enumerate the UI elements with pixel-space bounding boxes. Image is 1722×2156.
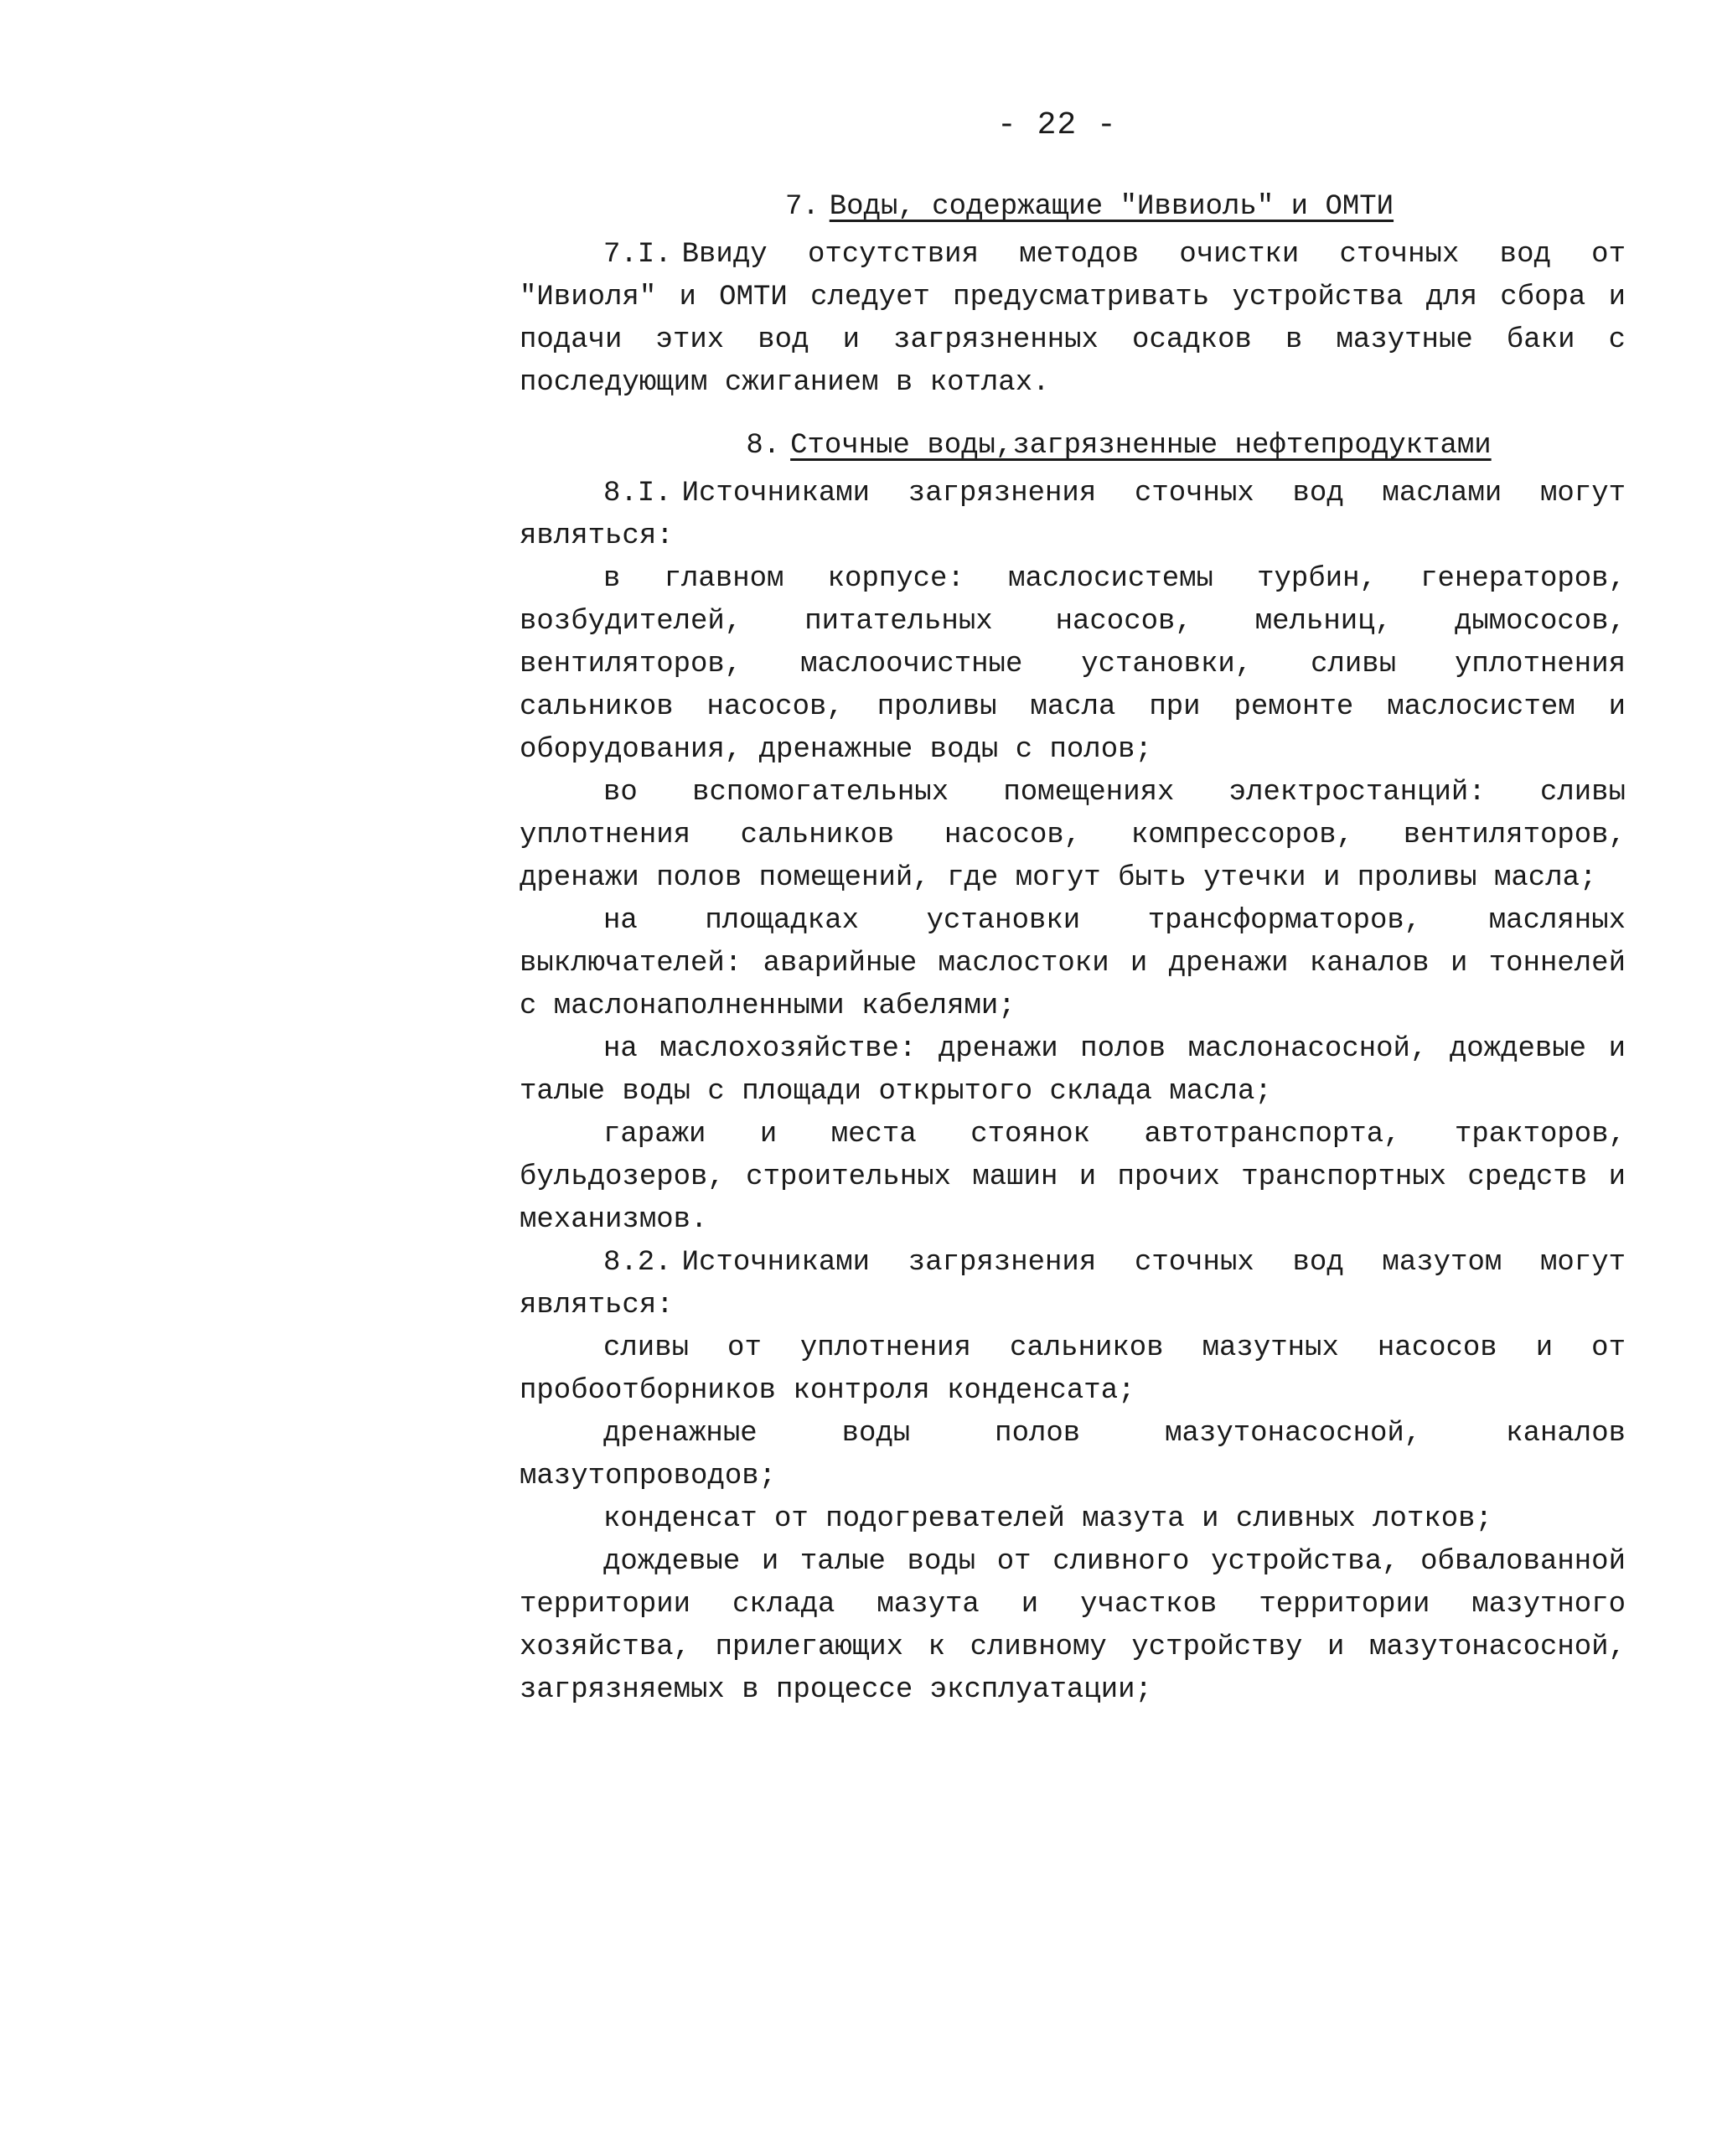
paragraph-8-1 — [520, 473, 1626, 558]
paragraph-8-2 — [520, 1242, 1626, 1327]
paragraph-7-1 — [520, 234, 1626, 405]
paragraph-8-2-text: Источниками загрязнения сточных вод мазутом могут являться: — [520, 1247, 1626, 1321]
paragraph-7-1-number: 7.I. — [603, 239, 672, 271]
paragraph-8-2-number: 8.2. — [603, 1247, 672, 1279]
paragraph-8-2-item: сливы от уплотнения сальников мазутных насосов и от пробоотборников контроля конденсата; — [520, 1332, 1626, 1407]
paragraph-8-2-item: дождевые и талые воды от сливного устройства, обвалованной территории склада мазута и участков территории мазутного хозяйства, прилегающих к сливному устройству и мазутонасосной, загрязняемых в процессе эксплуатации; — [520, 1546, 1626, 1706]
paragraph-8-2-item: дренажные воды полов мазутонасосной, каналов мазутопроводов; — [520, 1418, 1626, 1492]
section-7-heading — [520, 186, 1626, 229]
paragraph-8-1-item: на маслохозяйстве: дренажи полов маслонасосной, дождевые и талые воды с площади открытого склада масла; — [520, 1033, 1626, 1108]
section-7-number: 7. — [784, 191, 820, 223]
paragraph-8-2-item: конденсат от подогревателей мазута и сливных лотков; — [603, 1503, 1492, 1535]
paragraph-8-1-item: на площадках установки трансформаторов, масляных выключателей: аварийные маслостоки и дренажи каналов и тоннелей с маслонаполненными кабелями; — [520, 905, 1626, 1022]
document-body — [520, 186, 1626, 1712]
page-number: - 22 - — [997, 107, 1117, 143]
paragraph-8-1-item: во вспомогательных помещениях электростанций: сливы уплотнения сальников насосов, компрессоров, вентиляторов, дренажи полов помещений, где могут быть утечки и проливы масла; — [520, 777, 1626, 894]
section-8-number: 8. — [746, 430, 781, 462]
paragraph-8-1-item: гаражи и места стоянок автотранспорта, тракторов, бульдозеров, строительных машин и прочих транспортных средств и механизмов. — [520, 1119, 1626, 1236]
paragraph-8-1-text: Источниками загрязнения сточных вод маслами могут являться: — [520, 478, 1626, 552]
section-8-heading — [520, 425, 1626, 468]
section-7-title: Воды, содержащие "Иввиоль" и ОМТИ — [829, 191, 1394, 223]
section-8-title: Сточные воды,загрязненные нефтепродуктами — [790, 430, 1492, 462]
paragraph-8-1-item: в главном корпусе: маслосистемы турбин, генераторов, возбудителей, питательных насосов, мельниц, дымососов, вентиляторов, маслоочистные установки, сливы уплотнения сальников насосов, проливы масла при ремонте маслосистем и оборудования, дренажные воды с полов; — [520, 563, 1626, 766]
paragraph-7-1-text: Ввиду отсутствия методов очистки сточных вод от "Ивиоля" и ОМТИ следует предусматривать устройства для сбора и подачи этих вод и загрязненных осадков в мазутные баки с последующим сжиганием в котлах. — [520, 239, 1626, 399]
paragraph-8-1-number: 8.I. — [603, 478, 672, 509]
